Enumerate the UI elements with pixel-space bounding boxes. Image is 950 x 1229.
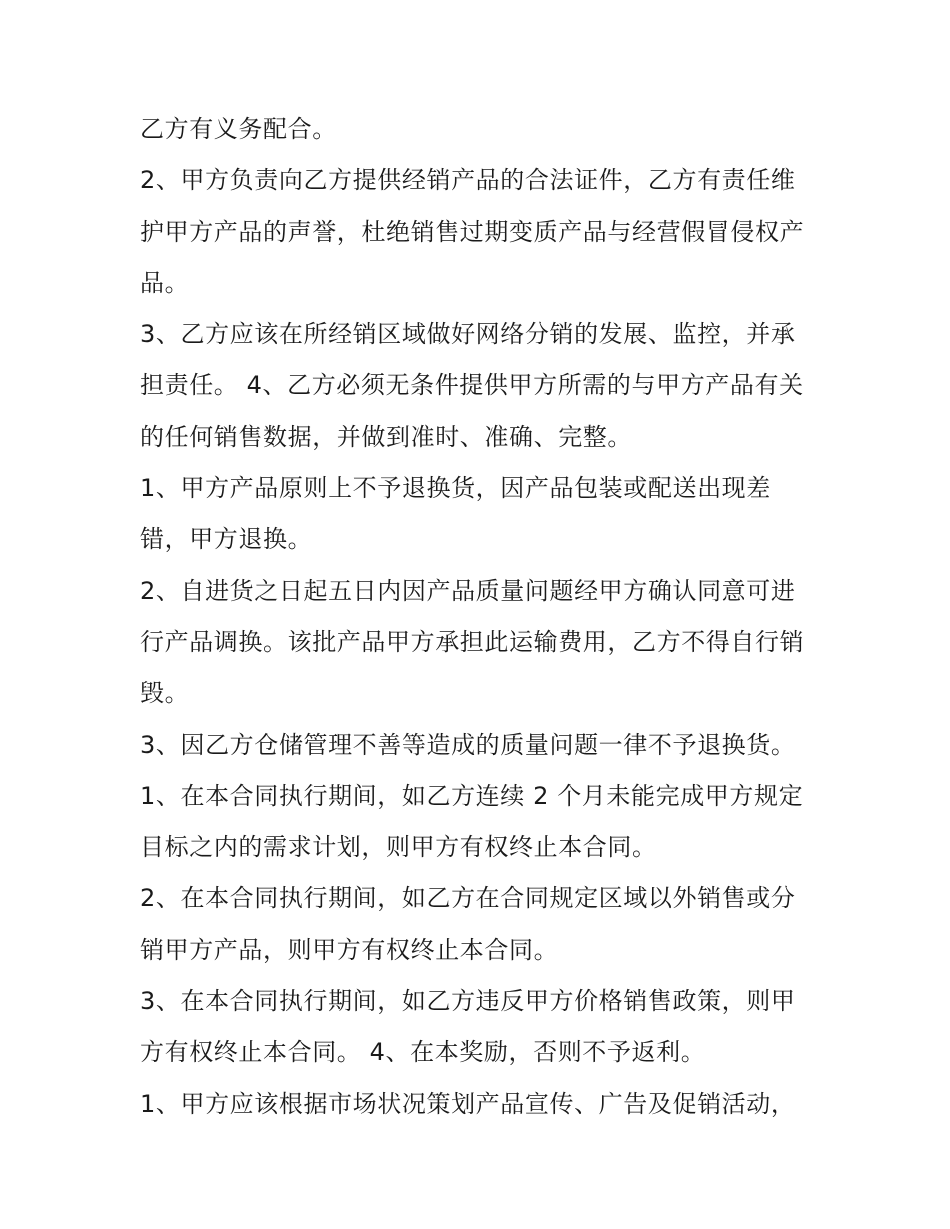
document-body [140,104,820,1130]
text-line: 2、甲方负责向乙方提供经销产品的合法证件，乙方有责任维 [140,166,796,195]
text-line: 错，甲方退换。 [140,525,313,554]
text-line: 1、甲方产品原则上不予退换货，因产品包装或配送出现差 [140,474,771,503]
text-line: 2、在本合同执行期间，如乙方在合同规定区域以外销售或分 [140,884,796,913]
text-line: 行产品调换。该批产品甲方承担此运输费用，乙方不得自行销 [140,627,805,656]
text-line: 目标之内的需求计划，则甲方有权终止本合同。 [140,833,657,862]
text-line: 的任何销售数据，并做到准时、准确、完整。 [140,422,632,451]
text-line: 销甲方产品，则甲方有权终止本合同。 [140,935,559,964]
text-line: 2、自进货之日起五日内因产品质量问题经甲方确认同意可进 [140,576,796,605]
text-line: 1、甲方应该根据市场状况策划产品宣传、广告及促销活动， [140,1089,796,1118]
text-line: 担责任。 4、乙方必须无条件提供甲方所需的与甲方产品有关 [140,371,804,400]
text-line: 方有权终止本合同。 4、在本奖励，否则不予返利。 [140,1038,706,1067]
text-line: 3、在本合同执行期间，如乙方违反甲方价格销售政策，则甲 [140,987,796,1016]
text-line: 3、乙方应该在所经销区域做好网络分销的发展、监控，并承 [140,320,796,349]
text-line: 护甲方产品的声誉，杜绝销售过期变质产品与经营假冒侵权产 [140,217,805,246]
text-line: 品。 [140,268,190,297]
text-line: 毁。 [140,679,190,708]
text-line: 3、因乙方仓储管理不善等造成的质量问题一律不予退换货。 [140,730,796,759]
text-line: 乙方有义务配合。 [140,115,337,143]
text-line: 1、在本合同执行期间，如乙方连续 2 个月未能完成甲方规定 [140,781,804,810]
